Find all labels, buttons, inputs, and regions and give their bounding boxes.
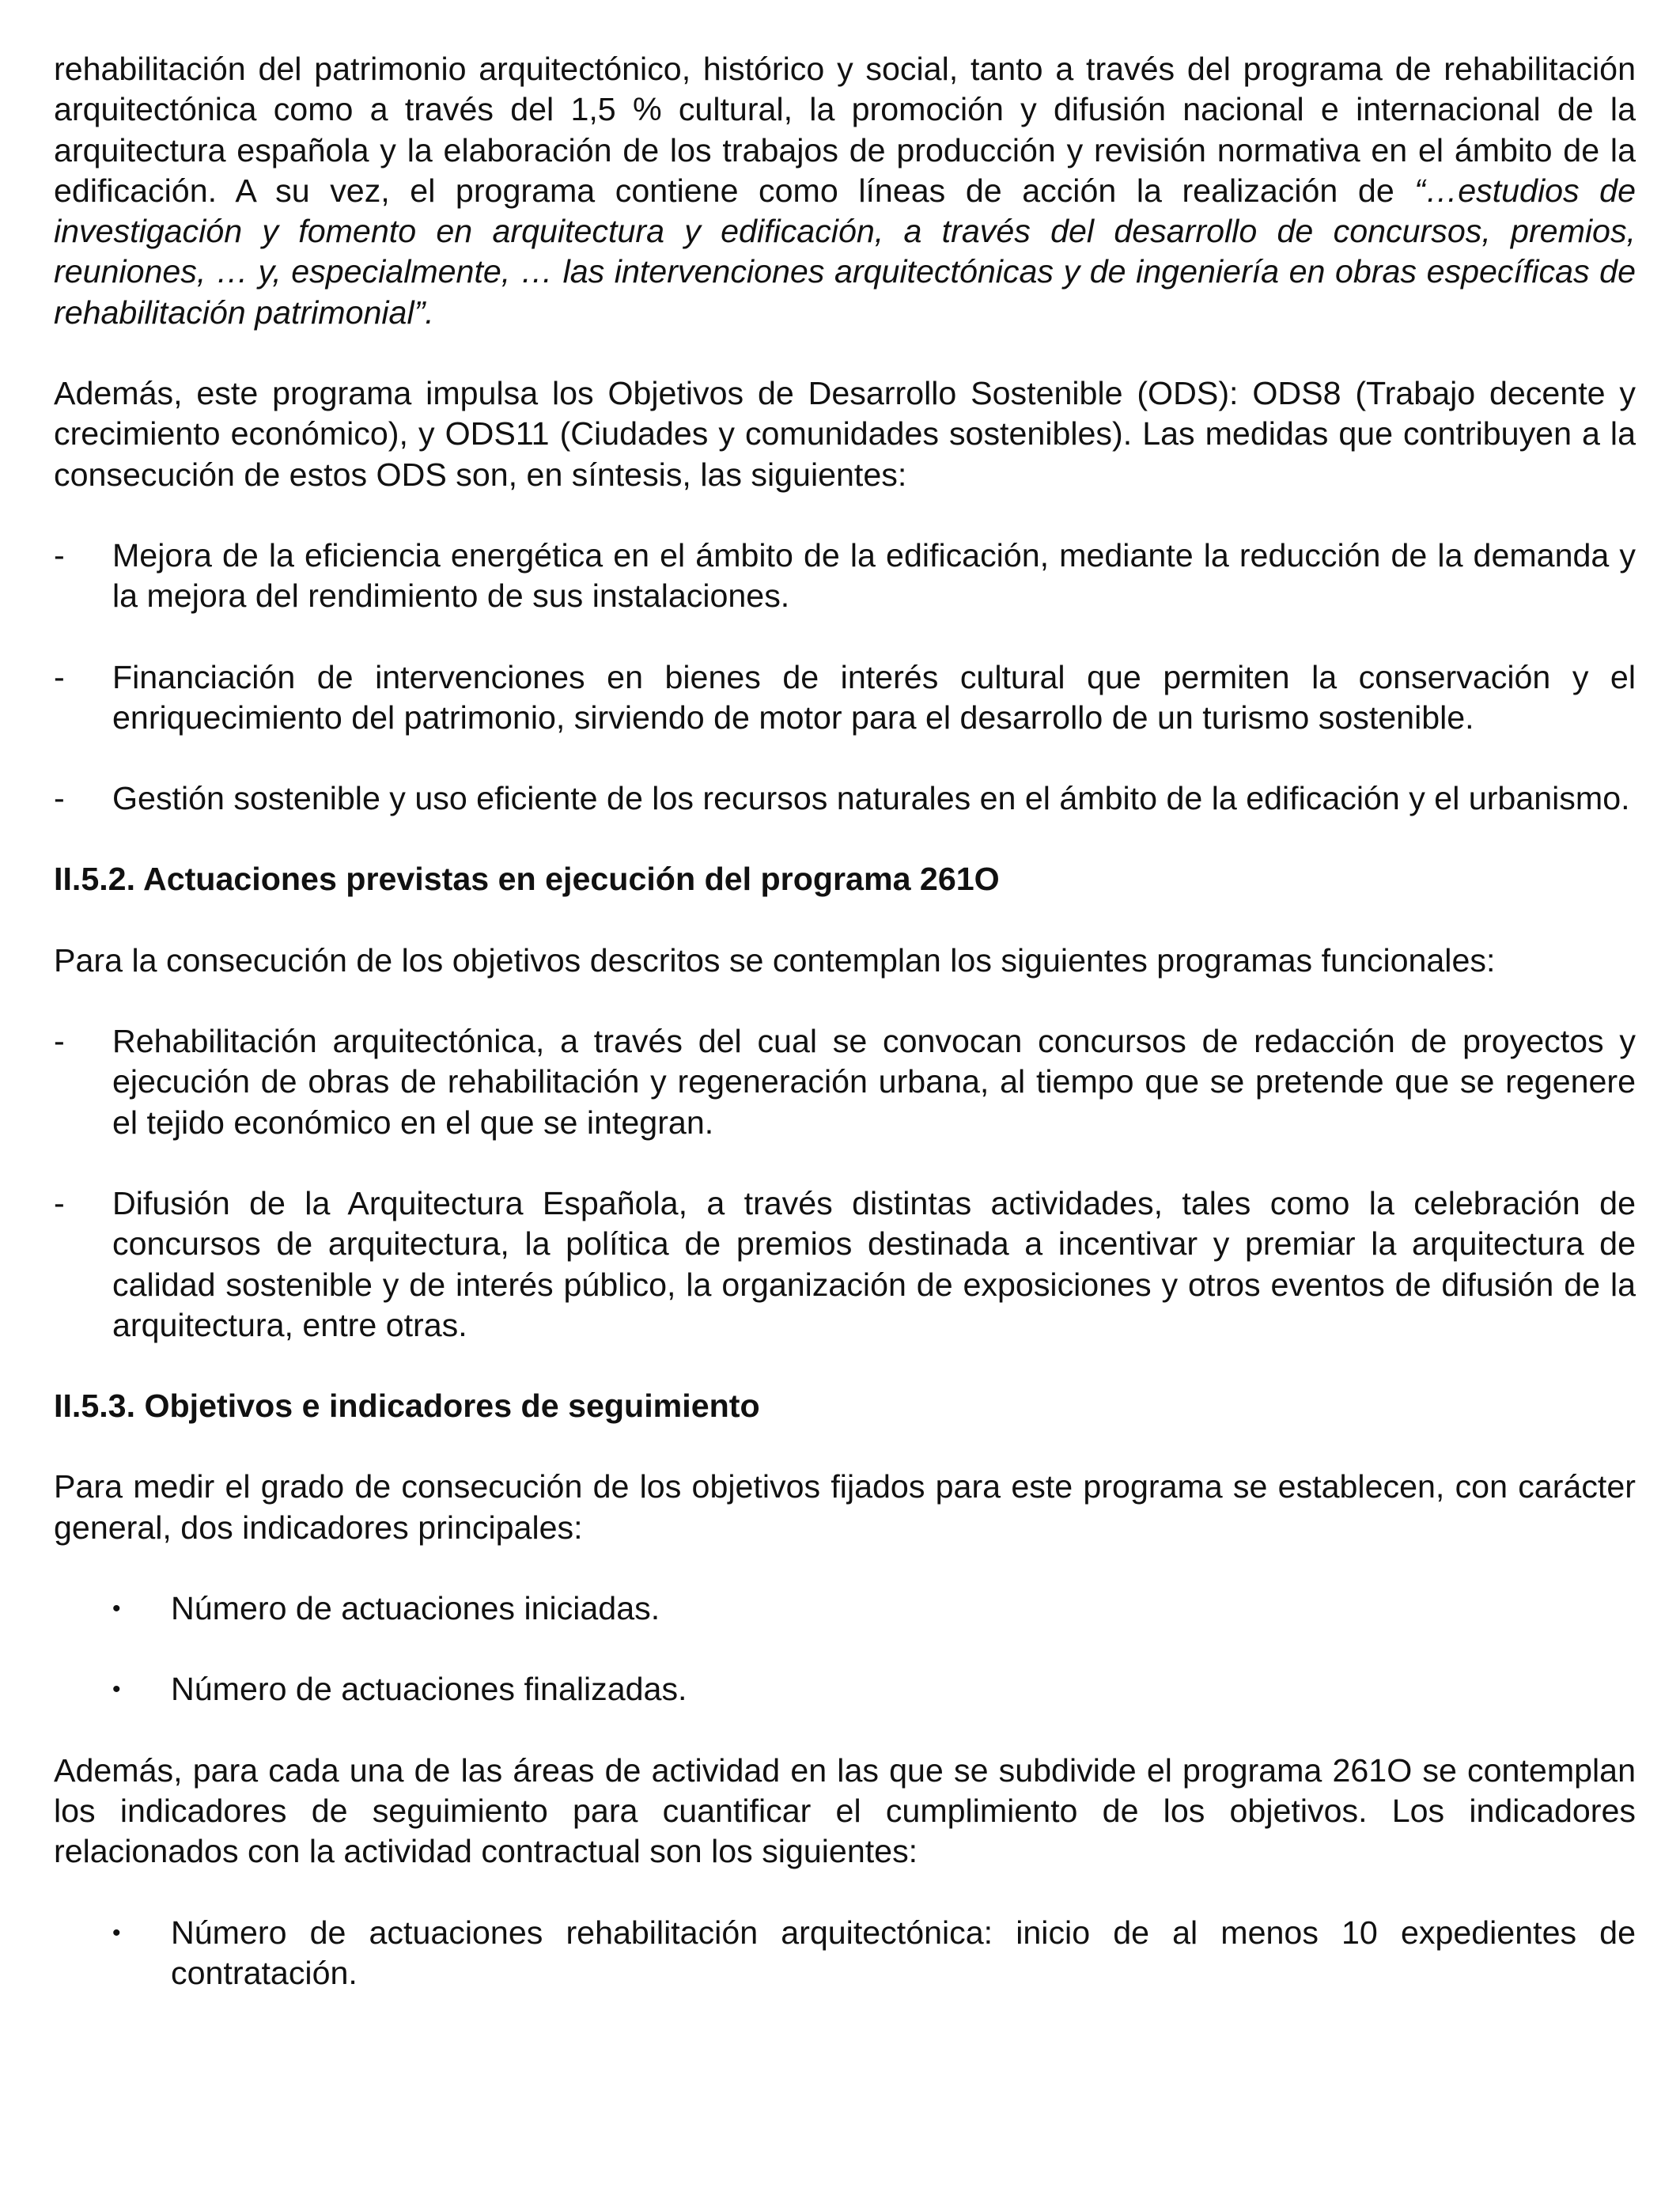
section-heading-2-5-3: II.5.3. Objetivos e indicadores de seguimiento [54,1388,760,1425]
section-heading-2-5-2: II.5.2. Actuaciones previstas en ejecución del programa 261O [54,861,1000,898]
list-item [54,1183,1636,1346]
bullet-item [54,1913,1636,1994]
paragraph-1 [54,49,1636,333]
section-1-intro: Para la consecución de los objetivos descritos se contemplan los siguientes programas funcionales: [54,941,1496,979]
list-item-text: Mejora de la eficiencia energética en el ámbito de la edificación, mediante la reducción de la demanda y la mejora del rendimiento de sus instalaciones. [112,536,1636,615]
paragraph-2: Además, este programa impulsa los Objetivos de Desarrollo Sostenible (ODS): ODS8 (Trabajo decente y crecimiento económico), y ODS11 (Ciudades y comunidades sostenibles). Las medidas que contribuyen a la consecución de estos ODS son, en síntesis, las siguientes: [54,375,1636,493]
paragraph-1-quote: “…estudios de investigación y fomento en arquitectura y edificación, a través del desarrollo de concursos, premios, reuniones, … y, especialmente, … las intervenciones arquitectónicas y de ingeniería en obras específicas de rehabilitación patrimonial”. [54,172,1636,331]
paragraph-1-plain: rehabilitación del patrimonio arquitectónico, histórico y social, tanto a través del programa de rehabilitación arquitectónica como a través del 1,5 % cultural, la promoción y difusión nacional e internacional de la arquitectura española y la elaboración de los trabajos de producción y revisión normativa en el ámbito de la edificación. A su vez, el programa contiene como líneas de acción la realización de [54,51,1636,209]
bullet-item-text: Número de actuaciones finalizadas. [171,1671,687,1708]
dash-marker: - [54,1023,65,1060]
bullet-icon: • [112,1676,121,1703]
bullet-item-text: Número de actuaciones iniciadas. [171,1590,660,1627]
list-item-text: Financiación de intervenciones en bienes de interés cultural que permiten la conservación y el enriquecimiento del patrimonio, sirviendo de motor para el desarrollo de un turismo sostenible. [112,658,1636,736]
dash-marker: - [54,658,65,695]
dash-marker: - [54,536,65,574]
bullet-icon: • [112,1596,121,1622]
list-item-text: Rehabilitación arquitectónica, a través del cual se convocan concursos de redacción de proyectos y ejecución de obras de rehabilitación y regeneración urbana, al tiempo que se pretende que se regenere el tejido económico en el que se integran. [112,1023,1636,1141]
bullet-item-text: Número de actuaciones rehabilitación arquitectónica: inicio de al menos 10 expedientes de contratación. [171,1914,1636,1991]
dash-marker: - [54,1184,65,1221]
list-item-text: Gestión sostenible y uso eficiente de los recursos naturales en el ámbito de la edificación y el urbanismo. [112,780,1630,817]
list-item [54,778,1636,819]
list-item [54,536,1636,617]
list-item [54,1021,1636,1143]
bullet-item [54,1588,1636,1629]
section-2-intro: Para medir el grado de consecución de los objetivos fijados para este programa se establecen, con carácter general, dos indicadores principales: [54,1468,1636,1546]
bullet-item [54,1669,1636,1709]
list-item [54,657,1636,739]
section-2-paragraph: Además, para cada una de las áreas de actividad en las que se subdivide el programa 261O se contemplan los indicadores de seguimiento para cuantificar el cumplimiento de los objetivos. Los indicadores relacionados con la actividad contractual son los siguientes: [54,1751,1636,1870]
dash-marker: - [54,780,65,817]
list-item-text: Difusión de la Arquitectura Española, a través distintas actividades, tales como la celebración de concursos de arquitectura, la política de premios destinada a incentivar y premiar la arquitectura de calidad sostenible y de interés público, la organización de exposiciones y otros eventos de difusión de la arquitectura, entre otras. [112,1184,1636,1343]
bullet-icon: • [112,1919,121,1946]
